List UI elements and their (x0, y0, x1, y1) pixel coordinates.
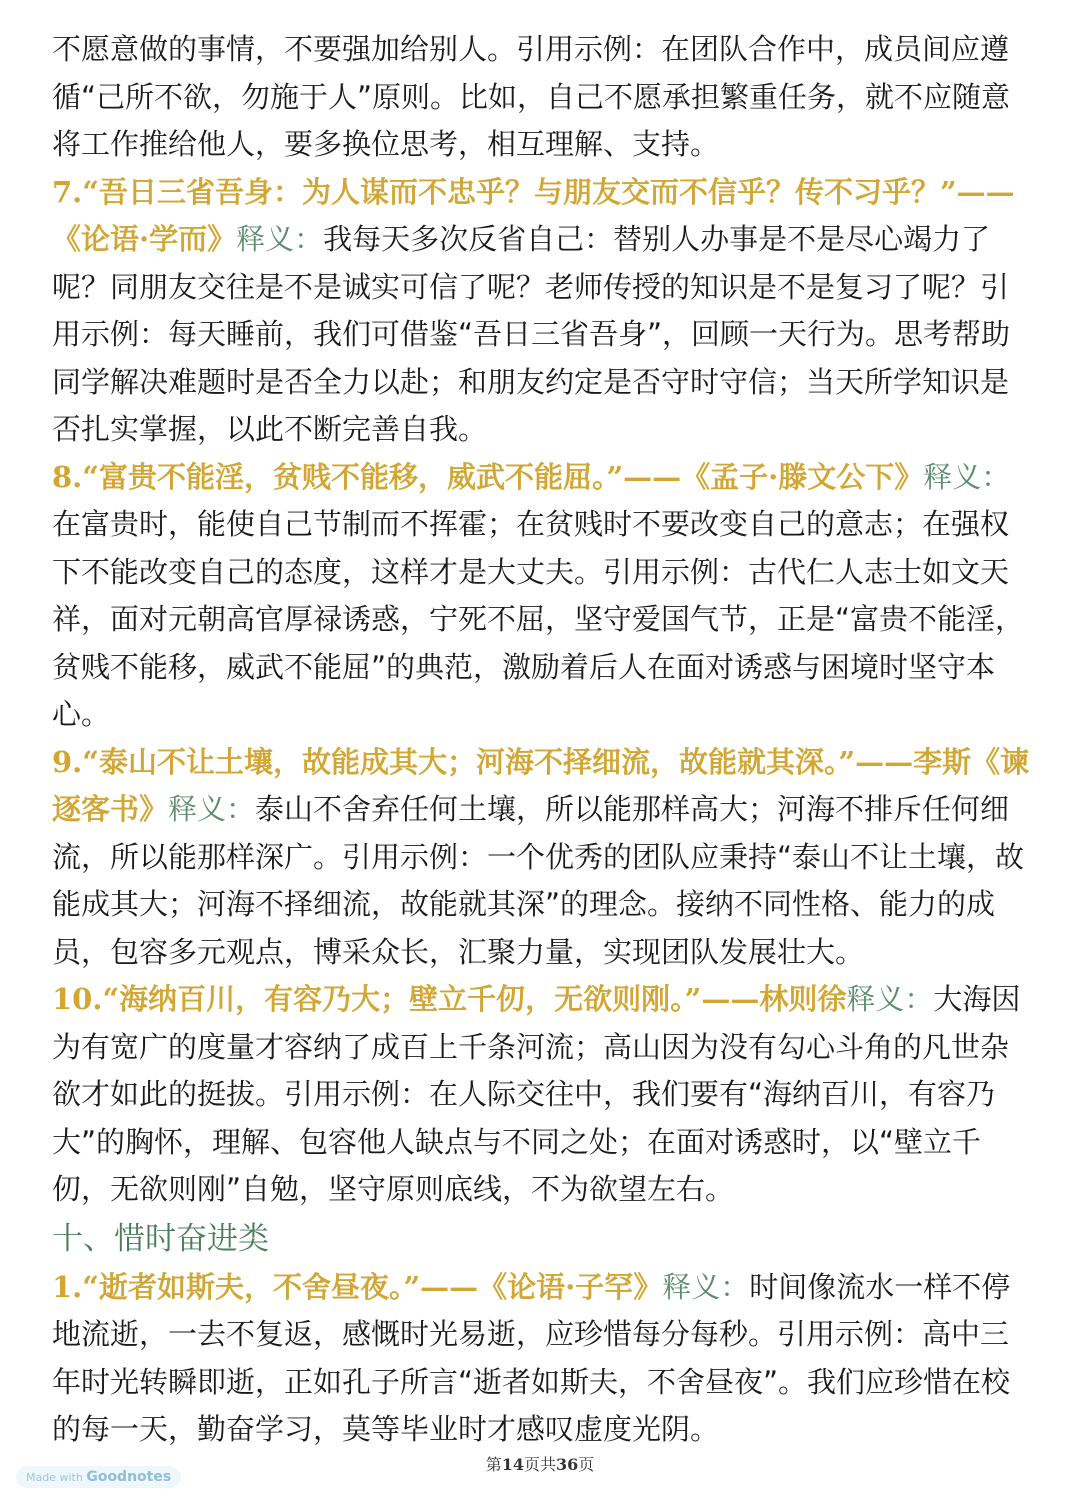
footer-middle: 页共 (523, 1455, 556, 1474)
quote-text: 7.“吾日三省吾身：为人谋而不忠乎？与朋友交而不信乎？传不习乎？”——《论语·学而》 (52, 174, 1015, 256)
paragraph-body: 泰山不舍弃任何土壤，所以能那样高大；河海不排斥任何细流，所以能那样深广。引用示例：一个优秀的团队应秉持“泰山不让土壤，故能成其大；河海不择细流，故能就其深”的理念。接纳不同性格、能力的成员，包容多元观点，博采众长，汇聚力量，实现团队发展壮大。 (52, 792, 1025, 969)
paragraph-body: 不愿意做的事情，不要强加给别人。引用示例：在团队合作中，成员间应遵循“己所不欲，勿施于人”原则。比如，自己不愿承担繁重任务，就不应随意将工作推给他人，要多换位思考，相互理解、支持。 (52, 32, 1011, 161)
definition-label: 释义： (236, 222, 324, 256)
made-with-text: Made with (26, 1471, 83, 1484)
quote-paragraph-10 (52, 976, 1032, 1214)
quote-paragraph-section-1 (52, 1264, 1032, 1454)
goodnotes-logo-text: Goodnotes (86, 1469, 172, 1485)
document-content (52, 26, 1032, 1454)
paragraph-continuation (52, 26, 1032, 169)
quote-text: 1.“逝者如斯夫，不舍昼夜。”——《论语·子罕》 (52, 1269, 663, 1304)
paragraph-body: 在富贵时，能使自己节制而不挥霍；在贫贱时不要改变自己的意志；在强权下不能改变自己的态度，这样才是大丈夫。引用示例：古代仁人志士如文天祥，面对元朝高官厚禄诱惑，宁死不屈，坚守爱国气节，正是“富贵不能淫，贫贱不能移，威武不能屈”的典范，激励着后人在面对诱惑与困境时坚守本心。 (52, 507, 1025, 731)
definition-label: 释义： (662, 1269, 750, 1304)
goodnotes-badge (16, 1466, 181, 1488)
current-page-number: 14 (501, 1455, 524, 1474)
quote-paragraph-8 (52, 454, 1032, 739)
definition-label: 释义： (168, 792, 256, 826)
quote-text: 9.“泰山不让土壤，故能成其大；河海不择细流，故能就其深。”——李斯《谏逐客书》 (52, 744, 1030, 826)
paragraph-body: 我每天多次反省自己：替别人办事是不是尽心竭力了呢？同朋友交往是不是诚实可信了呢？老师传授的知识是不是复习了呢？引用示例：每天睡前，我们可借鉴“吾日三省吾身”，回顾一天行为。思考帮助同学解决难题时是否全力以赴；和朋友约定是否守时守信；当天所学知识是否扎实掌握，以此不断完善自我。 (52, 222, 1011, 446)
paragraph-body: 时间像流水一样不停地流逝，一去不复返，感慨时光易逝，应珍惜每分每秒。引用示例：高中三年时光转瞬即逝，正如孔子所言“逝者如斯夫，不舍昼夜”。我们应珍惜在校的每一天，勤奋学习，莫等毕业时才感叹虚度光阴。 (52, 1269, 1011, 1446)
footer-prefix: 第 (485, 1455, 502, 1474)
total-page-number: 36 (556, 1455, 579, 1474)
quote-paragraph-7 (52, 169, 1032, 454)
paragraph-body: 大海因为有宽广的度量才容纳了成百上千条河流；高山因为没有勾心斗角的凡世杂欲才如此的挺拔。引用示例：在人际交往中，我们要有“海纳百川，有容乃大”的胸怀，理解、包容他人缺点与不同之处；在面对诱惑时，以“壁立千仞，无欲则刚”自勉，坚守原则底线，不为欲望左右。 (52, 982, 1021, 1206)
footer-suffix: 页 (578, 1455, 595, 1474)
quote-text: 8.“富贵不能淫，贫贱不能移，威武不能屈。”——《孟子·滕文公下》 (52, 459, 924, 494)
definition-label: 释义： (846, 982, 934, 1016)
quote-text: 10.“海纳百川，有容乃大；壁立千仞，无欲则刚。”——林则徐 (52, 982, 847, 1016)
section-heading: 十、惜时奋进类 (52, 1220, 269, 1257)
quote-paragraph-9 (52, 739, 1032, 977)
definition-label: 释义： (923, 459, 1011, 494)
